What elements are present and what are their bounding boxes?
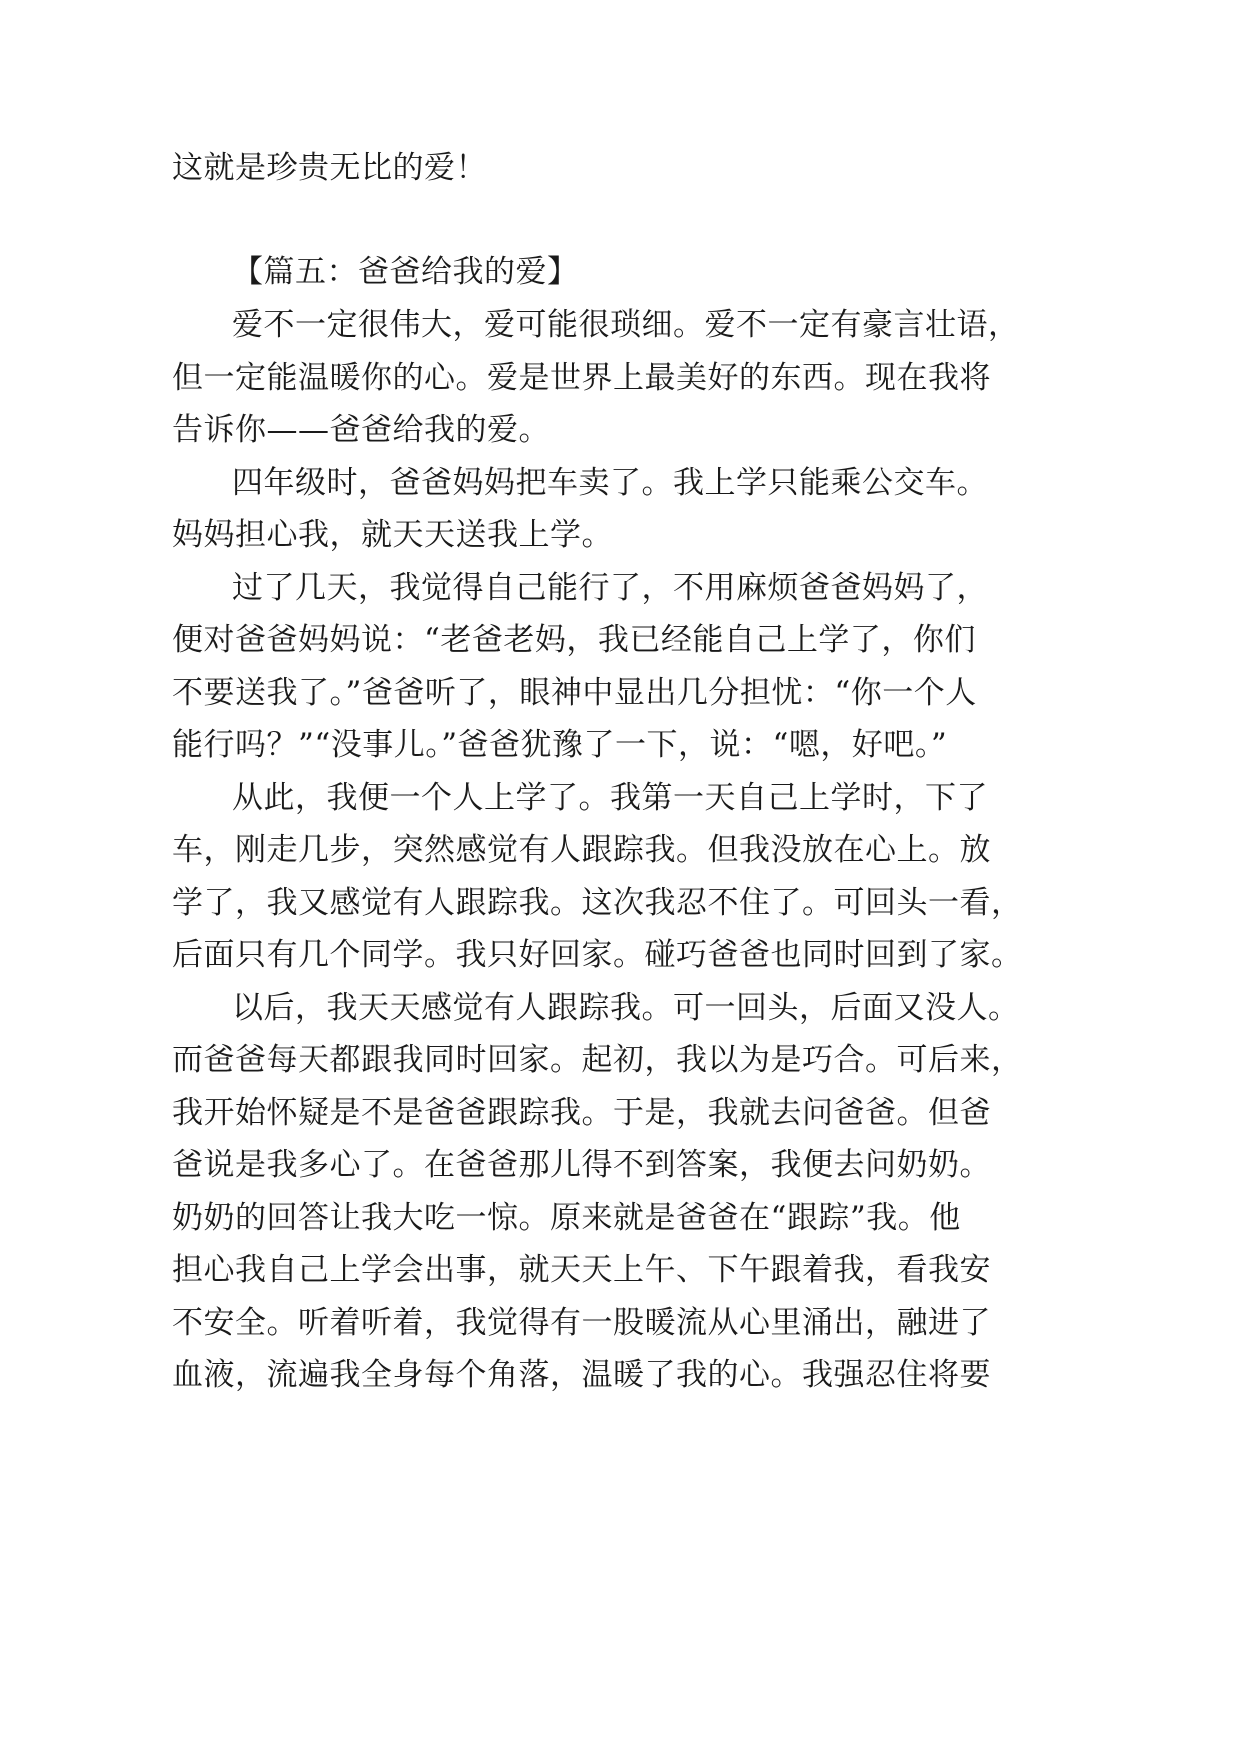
text-line: 爱不一定很伟大，爱可能很琐细。爱不一定有豪言壮语， (232, 307, 1020, 343)
text-line: 担心我自己上学会出事，就天天上午、下午跟着我，看我安 (172, 1252, 991, 1288)
text-line: 不安全。听着听着，我觉得有一股暖流从心里涌出，融进了 (172, 1305, 991, 1341)
text-line: 从此，我便一个人上学了。我第一天自己上学时，下了 (232, 780, 988, 816)
text-line: 告诉你——爸爸给我的爱。 (172, 412, 550, 448)
section-heading: 【篇五：爸爸给我的爱】 (232, 254, 579, 290)
text-line: 过了几天，我觉得自己能行了，不用麻烦爸爸妈妈了， (232, 570, 988, 606)
text-line: 但一定能温暖你的心。爱是世界上最美好的东西。现在我将 (172, 360, 991, 396)
text-line: 便对爸爸妈妈说：“老爸老妈，我已经能自己上学了，你们 (172, 622, 976, 658)
text-line: 学了，我又感觉有人跟踪我。这次我忍不住了。可回头一看， (172, 885, 1023, 921)
text-line: 车，刚走几步，突然感觉有人跟踪我。但我没放在心上。放 (172, 832, 991, 868)
text-line: 血液，流遍我全身每个角落，温暖了我的心。我强忍住将要 (172, 1357, 991, 1393)
text-line: 以后，我天天感觉有人跟踪我。可一回头，后面又没人。 (232, 990, 1020, 1026)
text-line: 我开始怀疑是不是爸爸跟踪我。于是，我就去问爸爸。但爸 (172, 1095, 991, 1131)
text-line: 妈妈担心我，就天天送我上学。 (172, 517, 613, 553)
text-line: 不要送我了。”爸爸听了，眼神中显出几分担忧：“你一个人 (172, 675, 977, 711)
text-line: 这就是珍贵无比的爱！ (172, 150, 487, 186)
text-line: 四年级时，爸爸妈妈把车卖了。我上学只能乘公交车。 (232, 465, 988, 501)
text-line: 奶奶的回答让我大吃一惊。原来就是爸爸在“跟踪”我。他 (172, 1200, 961, 1236)
text-line: 爸说是我多心了。在爸爸那儿得不到答案，我便去问奶奶。 (172, 1147, 991, 1183)
text-line: 而爸爸每天都跟我同时回家。起初，我以为是巧合。可后来， (172, 1042, 1023, 1078)
text-line: 能行吗？”“没事儿。”爸爸犹豫了一下，说：“嗯，好吧。” (172, 727, 948, 763)
text-line: 后面只有几个同学。我只好回家。碰巧爸爸也同时回到了家。 (172, 937, 1023, 973)
